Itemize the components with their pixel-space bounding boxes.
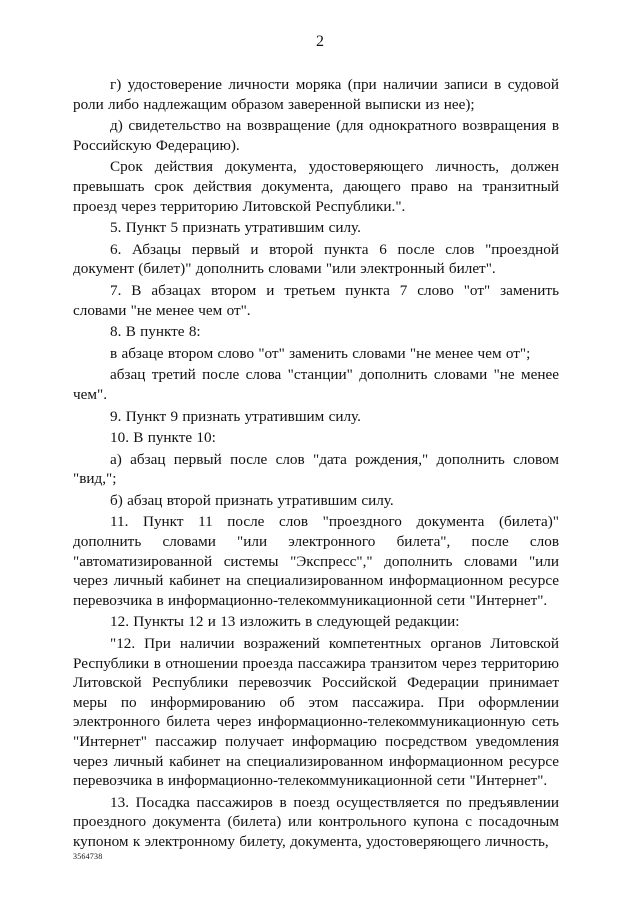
paragraph: 9. Пункт 9 признать утратившим силу. [110,407,361,425]
paragraph: б) абзац второй признать утратившим силу. [110,491,394,509]
paragraph: 5. Пункт 5 признать утратившим силу. [110,219,361,237]
paragraph: 11. Пункт 11 после слов "проездного документа (билета)" дополнить словами "или электронного билета", после слов "автоматизированной системы "Экспресс"," дополнить словами "или через личный кабинет на специализированном информационном ресурсе перевозчика в информационно-телекоммуникационной сети "Интернет". [73,513,559,609]
document-code: 3564738 [73,852,103,861]
paragraph: д) свидетельство на возвращение (для однократного возвращения в Российскую Федерацию). [73,117,559,154]
paragraph: г) удостоверение личности моряка (при наличии записи в судовой роли либо надлежащим образом заверенной выписки из нее); [73,76,559,113]
paragraph: в абзаце втором слово "от" заменить словами "не менее чем от"; [110,344,531,362]
paragraph: абзац третий после слова "станции" дополнить словами "не менее чем". [73,366,559,403]
paragraph: Срок действия документа, удостоверяющего личность, должен превышать срок действия документа, дающего право на транзитный проезд через территорию Литовской Республики.". [73,158,559,215]
document-body [73,75,559,852]
paragraph: а) абзац первый после слов "дата рождения," дополнить словом "вид,"; [73,450,559,488]
paragraph: 13. Посадка пассажиров в поезд осуществляется по предъявлении проездного документа (билета) или контрольного купона с посадочным купоном к электронному билету, документа, удостоверяющего личность, [73,793,559,850]
paragraph: 12. Пункты 12 и 13 изложить в следующей редакции: [110,613,460,631]
paragraph: 8. В пункте 8: [110,323,201,341]
paragraph: 7. В абзацах втором и третьем пункта 7 слово "от" заменить словами "не менее чем от". [73,281,559,319]
page-number: 2 [316,33,324,50]
paragraph: "12. При наличии возражений компетентных органов Литовской Республики в отношении проезда пассажира транзитом через территорию Литовской Республики перевозчик Российской Федерации принимает меры по информированию об этом пассажира. При оформлении электронного билета через информационно-телекоммуникационную сеть "Интернет" пассажир получает информацию посредством уведомления через личный кабинет на специализированном информационном ресурсе перевозчика в информационно-телекоммуникационной сети "Интернет". [73,635,559,790]
paragraph: 6. Абзацы первый и второй пункта 6 после слов "проездной документ (билет)" дополнить словами "или электронный билет". [73,240,559,278]
paragraph: 10. В пункте 10: [110,429,216,447]
